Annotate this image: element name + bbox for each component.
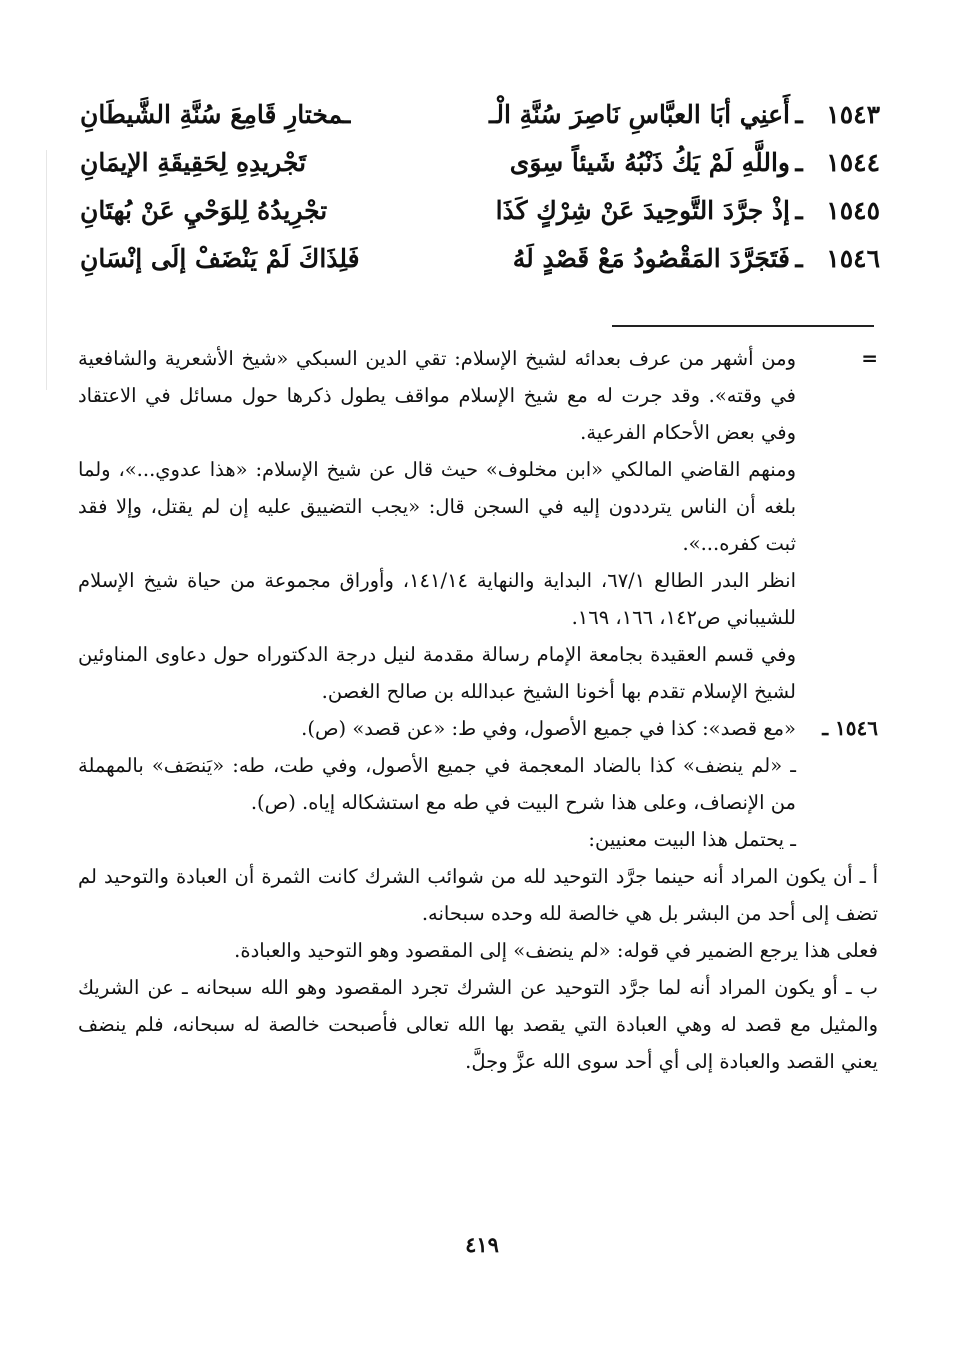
footnote-paragraph: ب ـ أو يكون المراد أنه لما جرَّد التوحيد عن الشرك تجرد المقصود وهو الله سبحانه ـ عن الشريك والمثيل مع قصد له وهي العبادة التي يقصد بها الله تعالى فأصبحت خالصة له سبحانه، فلم ينضف يعني القصد والعبادة إلى أي أحد سوى الله عزَّ وجلَّ. [78,976,878,1073]
footnote-explanation [78,858,878,1080]
verse-number: ١٥٤٦ [826,244,880,273]
page-number: ٤١٩ [465,1232,499,1257]
verse-first-hemistich: فَتَجَرَّدَ المَقْصُودُ مَعْ قَصْدٍ لَهُ [512,244,790,273]
verse-separator: ـ [795,148,803,177]
footnote-paragraph: ـ «لم ينضف» كذا بالضاد المعجمة في جميع الأصول، وفي طت، طه: «يَنصَف» بالمهملة من الإنصاف، وعلى هذا شرح البيت في طه مع استشكاله إياه. (ص). [78,754,796,814]
verse-line [80,196,880,244]
verse-first-hemistich: واللَّهِ لَمْ يَكُ ذَنْبُهُ شَيئاً سِوَى [509,148,790,177]
footnote-1546 [78,710,878,858]
continuation-marker: = [861,346,878,370]
verse-number: ١٥٤٣ [826,100,880,129]
footnote-paragraph: «مع قصد»: كذا في جميع الأصول، وفي ط: «عن قصد» (ص). [301,717,796,740]
footnote-paragraph: انظر البدر الطالع ٦٧/١، البداية والنهاية ١٤١/١٤، وأوراق مجموعة من حياة شيخ الإسلام للشيباني ص١٤٢، ١٦٦، ١٦٩. [78,569,797,629]
verse-second-hemistich: تجْرِيدُهُ لِلوَحْيِ عَنْ بُهتَانِ [80,196,328,225]
footnote-paragraph: ومن أشهر من عرف بعدائه لشيخ الإسلام: تقي الدين السبكي «شيخ الأشعرية والشافعية في وقته». وقد جرت له مع شيخ الإسلام مواقف يطول ذكرها حول مسائل في الاعتقاد وفي بعض الأحكام الفرعية. [78,347,796,444]
footnote-paragraph: أ ـ أن يكون المراد أنه حينما جرَّد التوحيد لله من شوائب الشرك كانت الثمرة أن العبادة والتوحيد لم تضف إلى أحد من البشر بل هي خالصة لله وحده سبحانه. [78,865,878,925]
scan-margin-line [46,150,47,390]
verse-line [80,148,880,196]
footnote-number: ١٥٤٦ ـ [822,716,878,740]
verse-line [80,100,880,148]
verse-second-hemistich: تَجْريدِهِ لِحَقِيقَةِ الإيمَانِ [80,148,307,177]
verse-number: ١٥٤٤ [826,148,880,177]
footnote-continued [78,340,878,710]
verse-first-hemistich: إذْ جرَّدَ التَّوحِيدَ عَنْ شِرْكٍ كَذَا [495,196,790,225]
verse-block [80,100,880,292]
verse-separator: ـ [795,100,803,129]
footnote-paragraph: ـ يحتمل هذا البيت معنيين: [588,828,796,851]
footnote-body [78,710,796,858]
verse-second-hemistich: فَلِذَاكَ لَمْ يَنْضَفْ إلَى إنْسَانِ [80,244,360,273]
footnote-body [78,340,796,710]
verse-first-hemistich: أَعنِي أبَا العبَّاسِ نَاصِرَ سُنَّةِ الْـ [489,100,790,129]
verse-separator: ـ [795,244,803,273]
footnote-paragraph: فعلى هذا يرجع الضمير في قوله: «لم ينضف» إلى المقصود وهو التوحيد والعبادة. [234,939,878,962]
verse-number: ١٥٤٥ [826,196,880,225]
verse-separator: ـ [795,196,803,225]
footnote-separator-rule [612,325,874,327]
verse-line [80,244,880,292]
footnote-paragraph: ومنهم القاضي المالكي «ابن مخلوف» حيث قال عن شيخ الإسلام: «هذا عدوي...»، ولما بلغه أن الناس يترددون إليه في السجن قال: «يجب التضييق عليه إن لم يقتل، وإلا فقد ثبت كفره...». [78,458,796,555]
verse-second-hemistich: ـمختارِ قَامِعَ سُنَّةِ الشَّيطَانِ [80,100,351,129]
footnotes [78,340,878,1080]
footnote-paragraph: وفي قسم العقيدة بجامعة الإمام رسالة مقدمة لنيل درجة الدكتوراه حول دعاوى المناوئين لشيخ الإسلام تقدم بها أخونا الشيخ عبدالله بن صالح الغصن. [78,643,796,703]
